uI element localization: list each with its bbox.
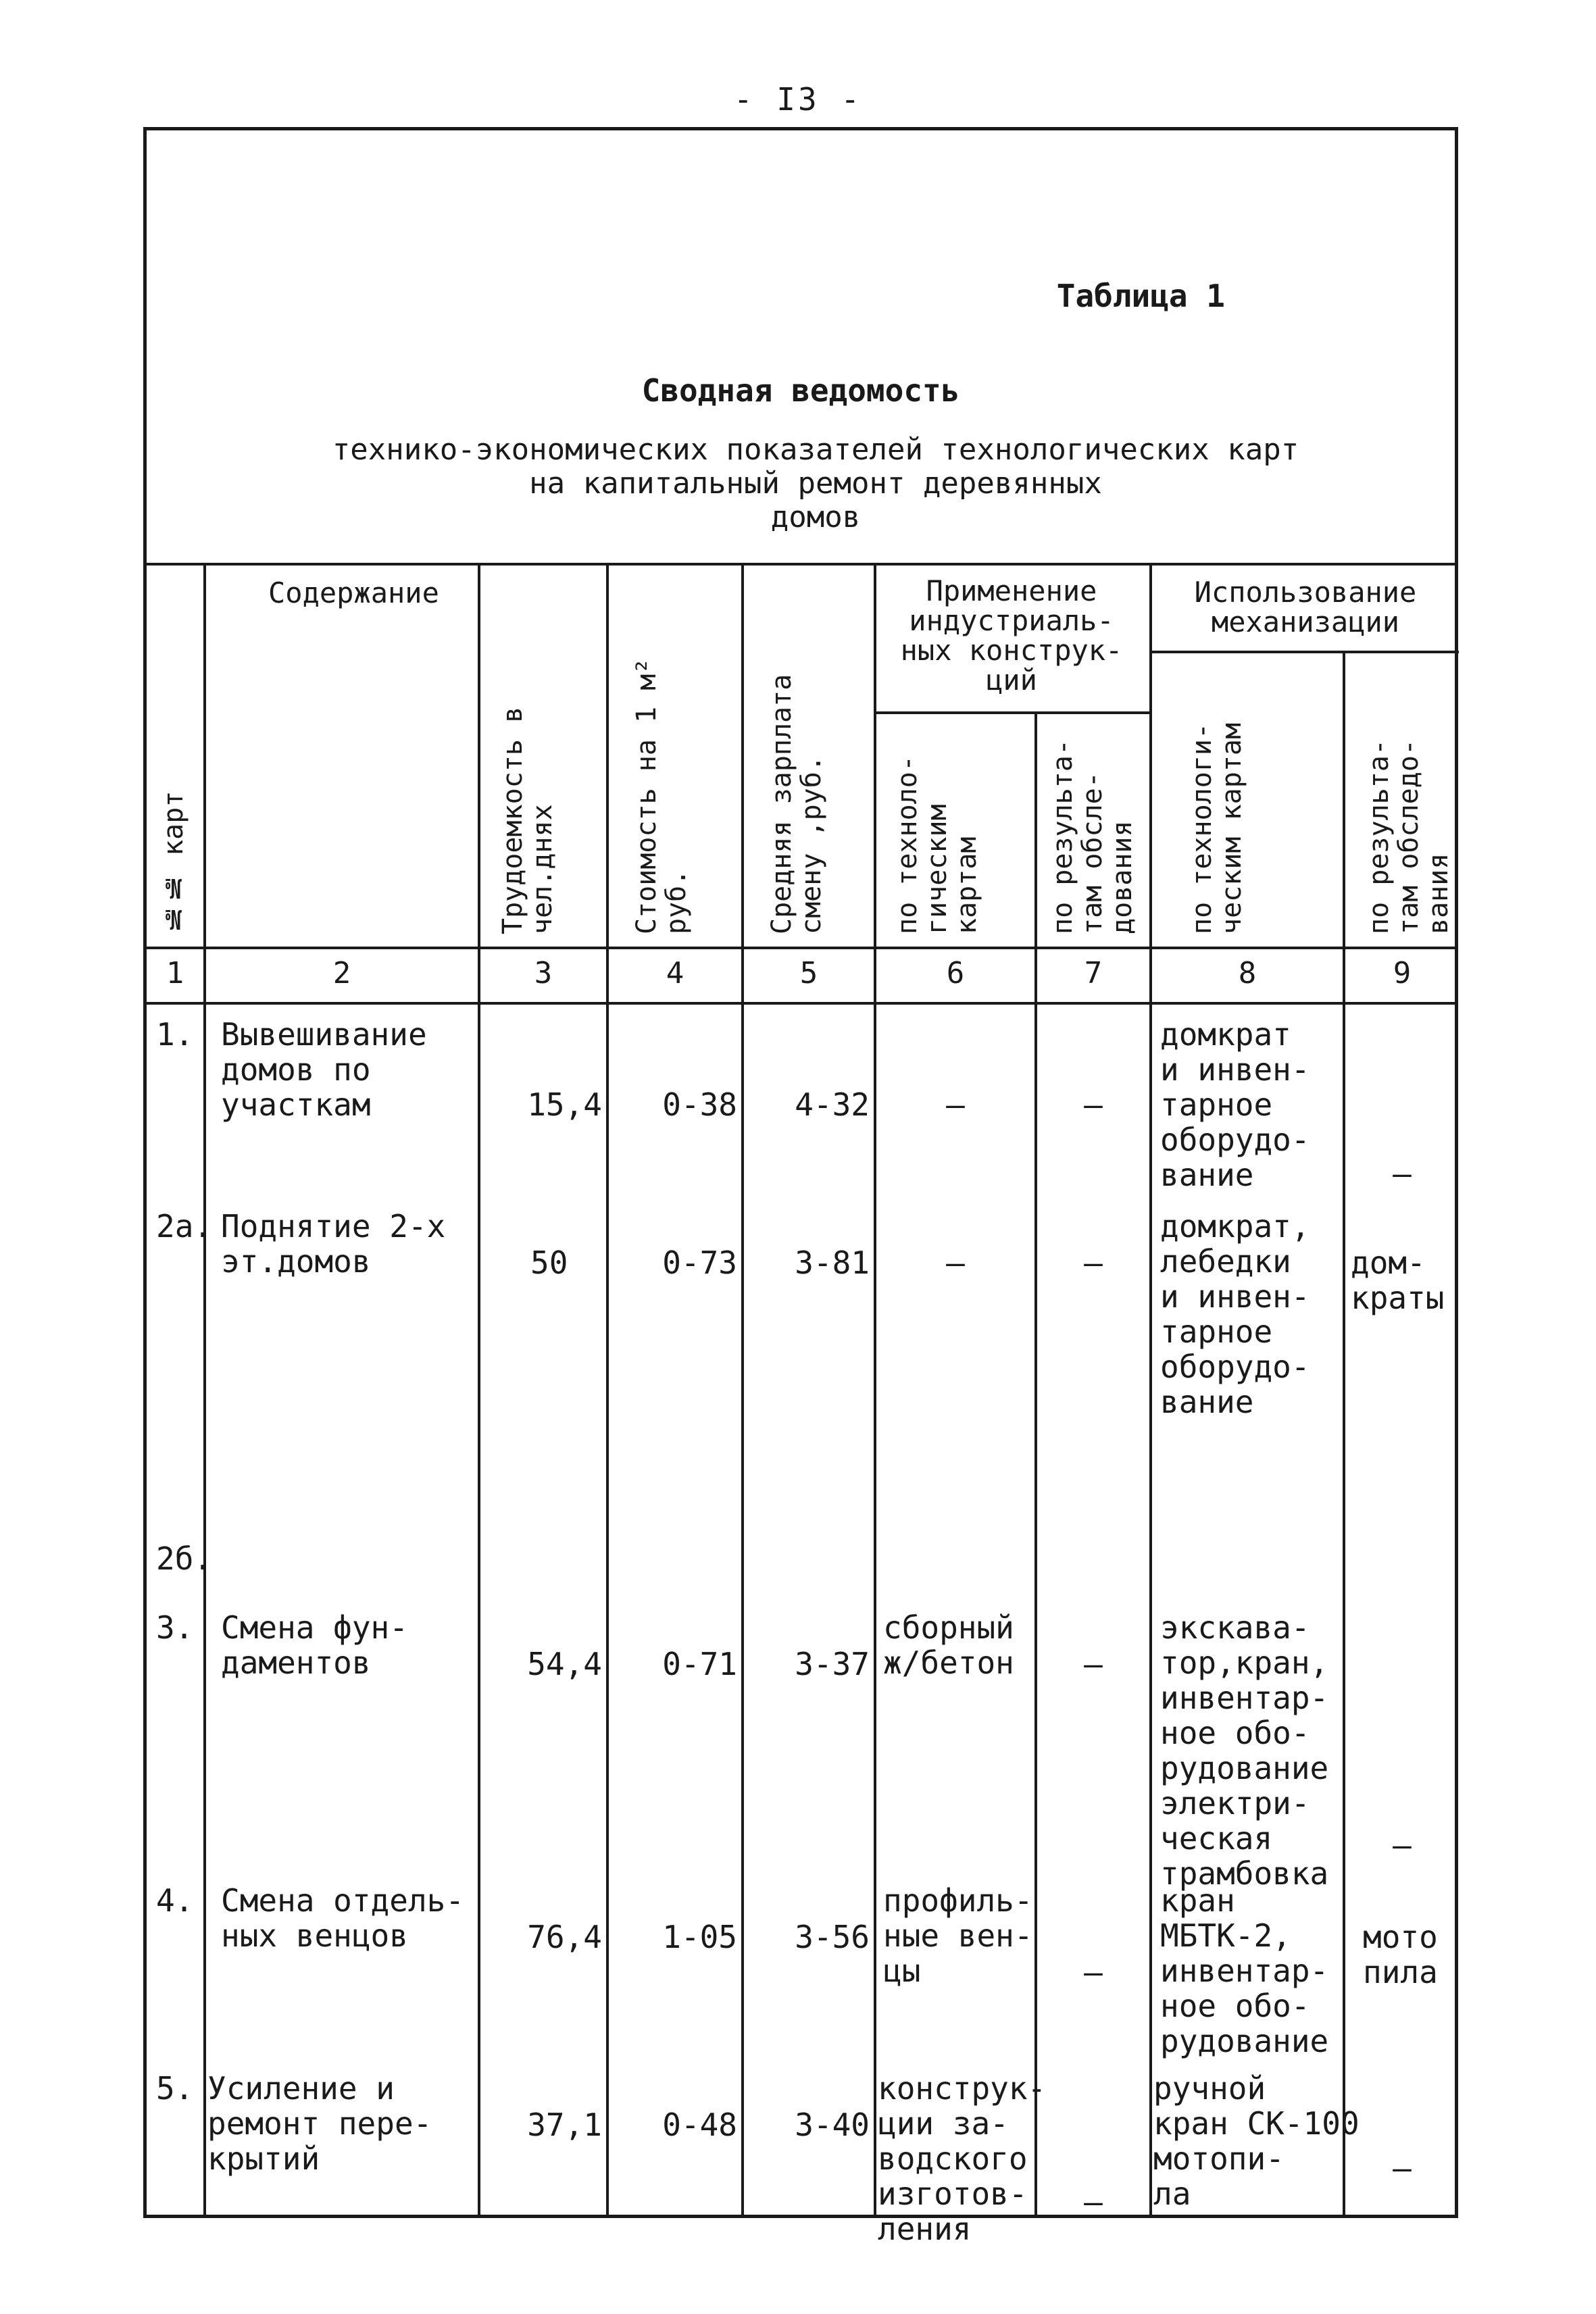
row-3-industrial-tech: сборный ж/бетон (883, 1609, 1014, 1681)
col-divider-8 (1343, 651, 1345, 2218)
row-2b-number: 2б. (156, 1540, 213, 1577)
header-industrial-survey: по результа- там обсле- дования (1047, 739, 1138, 934)
page-number: - I3 - (733, 81, 863, 118)
row-1-number: 1. (156, 1016, 194, 1053)
column-number: 3 (534, 956, 553, 990)
header-bottom-rule (147, 947, 1455, 949)
row-2a-content: Поднятие 2-х эт.домов (221, 1208, 446, 1280)
row-5-wage: 3-40 (795, 2107, 870, 2143)
col-divider-4 (741, 563, 744, 2218)
row-1-mechanization-tech: домкрат и инвен- тарное оборудо- вание (1160, 1016, 1310, 1193)
row-4-labor: 76,4 (527, 1919, 602, 1955)
row-4-wage: 3-56 (795, 1919, 870, 1955)
row-5-mechanization-tech: ручной кран СК-100 мотопи- ла (1153, 2070, 1360, 2212)
row-3-industrial-survey: – (1084, 1646, 1103, 1682)
row-1-industrial-survey: – (1084, 1086, 1103, 1123)
row-1-mechanization-survey: – (1393, 1155, 1412, 1192)
row-5-number: 5. (156, 2070, 194, 2107)
row-4-content: Смена отдель- ных венцов (221, 1882, 465, 1954)
row-3-mechanization-tech: экскава- тор,кран, инвентар- ное обо- рудование электри- ческая трамбовка (1160, 1609, 1329, 1892)
row-2a-mechanization-survey: дом- краты (1351, 1244, 1445, 1316)
table-label: Таблица 1 (1056, 278, 1225, 314)
row-5-industrial-tech: конструк- ции за- водского изготов- ления (878, 2070, 1047, 2247)
header-mechanization-survey: по результа- там обследо- вания (1364, 739, 1454, 934)
row-5-content: Усиление и ремонт пере- крытий (207, 2070, 432, 2177)
row-4-mechanization-survey: мото пила (1363, 1919, 1438, 1990)
summary-table (143, 127, 1458, 2247)
column-number: 2 (332, 956, 351, 990)
header-mechanization-tech: по технологи- ческим картам (1187, 722, 1247, 934)
row-2a-industrial-survey: – (1084, 1244, 1103, 1281)
row-5-cost: 0-48 (662, 2107, 737, 2143)
header-mechanization-group: Использование механизации (1194, 576, 1417, 638)
row-2a-number: 2а. (156, 1208, 213, 1244)
header-top-rule (147, 563, 1455, 565)
col-divider-5 (874, 563, 876, 2218)
header-card-number: №№ карт (158, 790, 189, 934)
row-5-labor: 37,1 (527, 2107, 602, 2143)
col-divider-3 (606, 563, 609, 2218)
row-3-number: 3. (156, 1609, 194, 1646)
row-1-wage: 4-32 (795, 1086, 870, 1123)
column-number: 5 (799, 956, 818, 990)
row-3-labor: 54,4 (527, 1646, 602, 1682)
header-industrial-tech: по техноло- гическим картам (892, 755, 982, 934)
row-4-cost: 1-05 (662, 1919, 737, 1955)
group-b-rule (1151, 651, 1459, 653)
col-divider-6 (1034, 711, 1037, 2218)
col-divider-7 (1149, 563, 1152, 2218)
row-3-cost: 0-71 (662, 1646, 737, 1682)
row-5-industrial-survey: – (1084, 2184, 1103, 2220)
row-1-labor: 15,4 (527, 1086, 602, 1123)
column-number: 4 (666, 956, 684, 990)
table-heading: Сводная ведомость (641, 372, 960, 409)
column-number: 9 (1393, 956, 1412, 990)
row-3-mechanization-survey: – (1393, 1827, 1412, 1863)
table-title-block (147, 130, 1455, 563)
header-cost: Стоимость на 1 м² руб. (631, 657, 692, 934)
column-number: 8 (1238, 956, 1257, 990)
group-a-rule (874, 711, 1149, 714)
row-1-industrial-tech: – (946, 1086, 965, 1123)
col-divider-1 (203, 563, 206, 2218)
column-number: 1 (166, 956, 184, 990)
row-5-mechanization-survey: – (1393, 2150, 1412, 2186)
table-subheading: технико-экономических показателей технологических карт на капитальный ремонт деревянных домов (332, 432, 1299, 534)
row-4-number: 4. (156, 1882, 194, 1919)
row-2a-mechanization-tech: домкрат, лебедки и инвен- тарное оборудо- вание (1160, 1208, 1310, 1420)
row-2a-industrial-tech: – (946, 1244, 965, 1281)
column-number: 7 (1084, 956, 1103, 990)
row-1-cost: 0-38 (662, 1086, 737, 1123)
header-content: Содержание (268, 576, 439, 609)
row-3-content: Смена фун- даментов (221, 1609, 408, 1681)
row-3-wage: 3-37 (795, 1646, 870, 1682)
header-wage: Средняя зарплата смену ,руб. (766, 674, 827, 934)
row-4-industrial-tech: профиль- ные вен- цы (883, 1882, 1033, 1989)
row-2a-labor: 50 (530, 1244, 568, 1281)
col-divider-2 (478, 563, 480, 2218)
row-2a-wage: 3-81 (795, 1244, 870, 1281)
numbers-bottom-rule (147, 1002, 1455, 1005)
header-labor: Трудоемкость в чел.днях (497, 706, 558, 934)
row-2a-cost: 0-73 (662, 1244, 737, 1281)
row-4-industrial-survey: – (1084, 1954, 1103, 1990)
header-industrial-group: Применение индустриаль- ных конструк- ций (900, 574, 1123, 697)
row-1-content: Вывешивание домов по участкам (221, 1016, 427, 1123)
row-4-mechanization-tech: кран МБТК-2, инвентар- ное обо- рудование (1160, 1882, 1329, 2059)
column-number: 6 (946, 956, 965, 990)
